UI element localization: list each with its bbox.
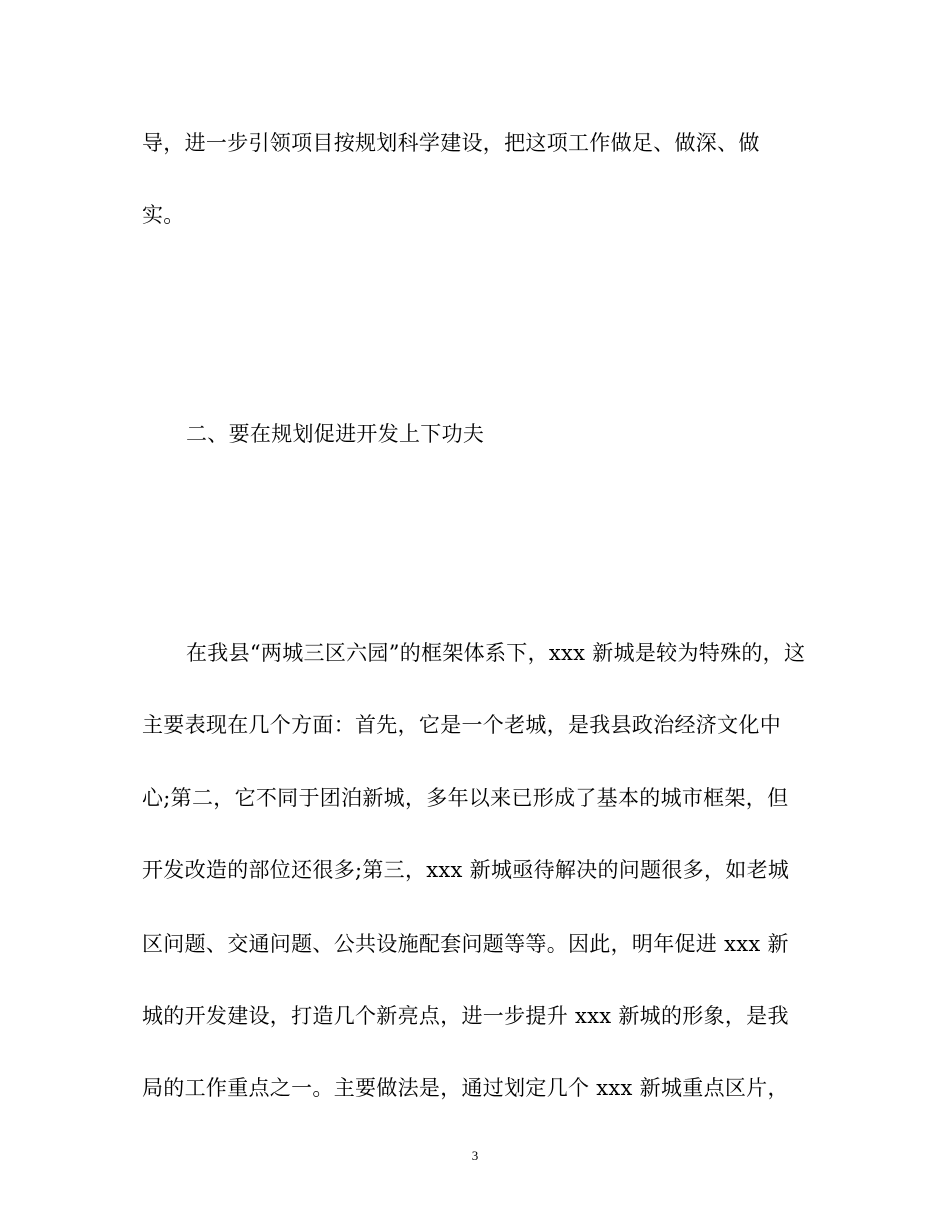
paragraph-line-4: 开发改造的部位还很多;第三，xxx 新城亟待解决的问题很多，如老城 bbox=[142, 858, 790, 882]
paragraph-line-3: 心;第二，它不同于团泊新城，多年以来已形成了基本的城市框架，但 bbox=[142, 786, 789, 810]
paragraph-line-5: 区问题、交通问题、公共设施配套问题等等。因此，明年促进 xxx 新 bbox=[142, 932, 789, 956]
continuation-line-1: 导，进一步引领项目按规划科学建设，把这项工作做足、做深、做 bbox=[142, 131, 760, 155]
section-heading: 二、要在规划促进开发上下功夫 bbox=[186, 422, 485, 446]
paragraph-line-7: 局的工作重点之一。主要做法是，通过划定几个 xxx 新城重点区片， bbox=[142, 1076, 789, 1100]
paragraph-line-1: 在我县“两城三区六园”的框架体系下，xxx 新城是较为特殊的，这 bbox=[186, 641, 806, 665]
page-number: 3 bbox=[471, 1148, 479, 1163]
paragraph-line-2: 主要表现在几个方面：首先，它是一个老城，是我县政治经济文化中 bbox=[142, 713, 781, 737]
paragraph-line-6: 城的开发建设，打造几个新亮点，进一步提升 xxx 新城的形象，是我 bbox=[142, 1004, 789, 1028]
continuation-line-2: 实。 bbox=[142, 203, 185, 227]
